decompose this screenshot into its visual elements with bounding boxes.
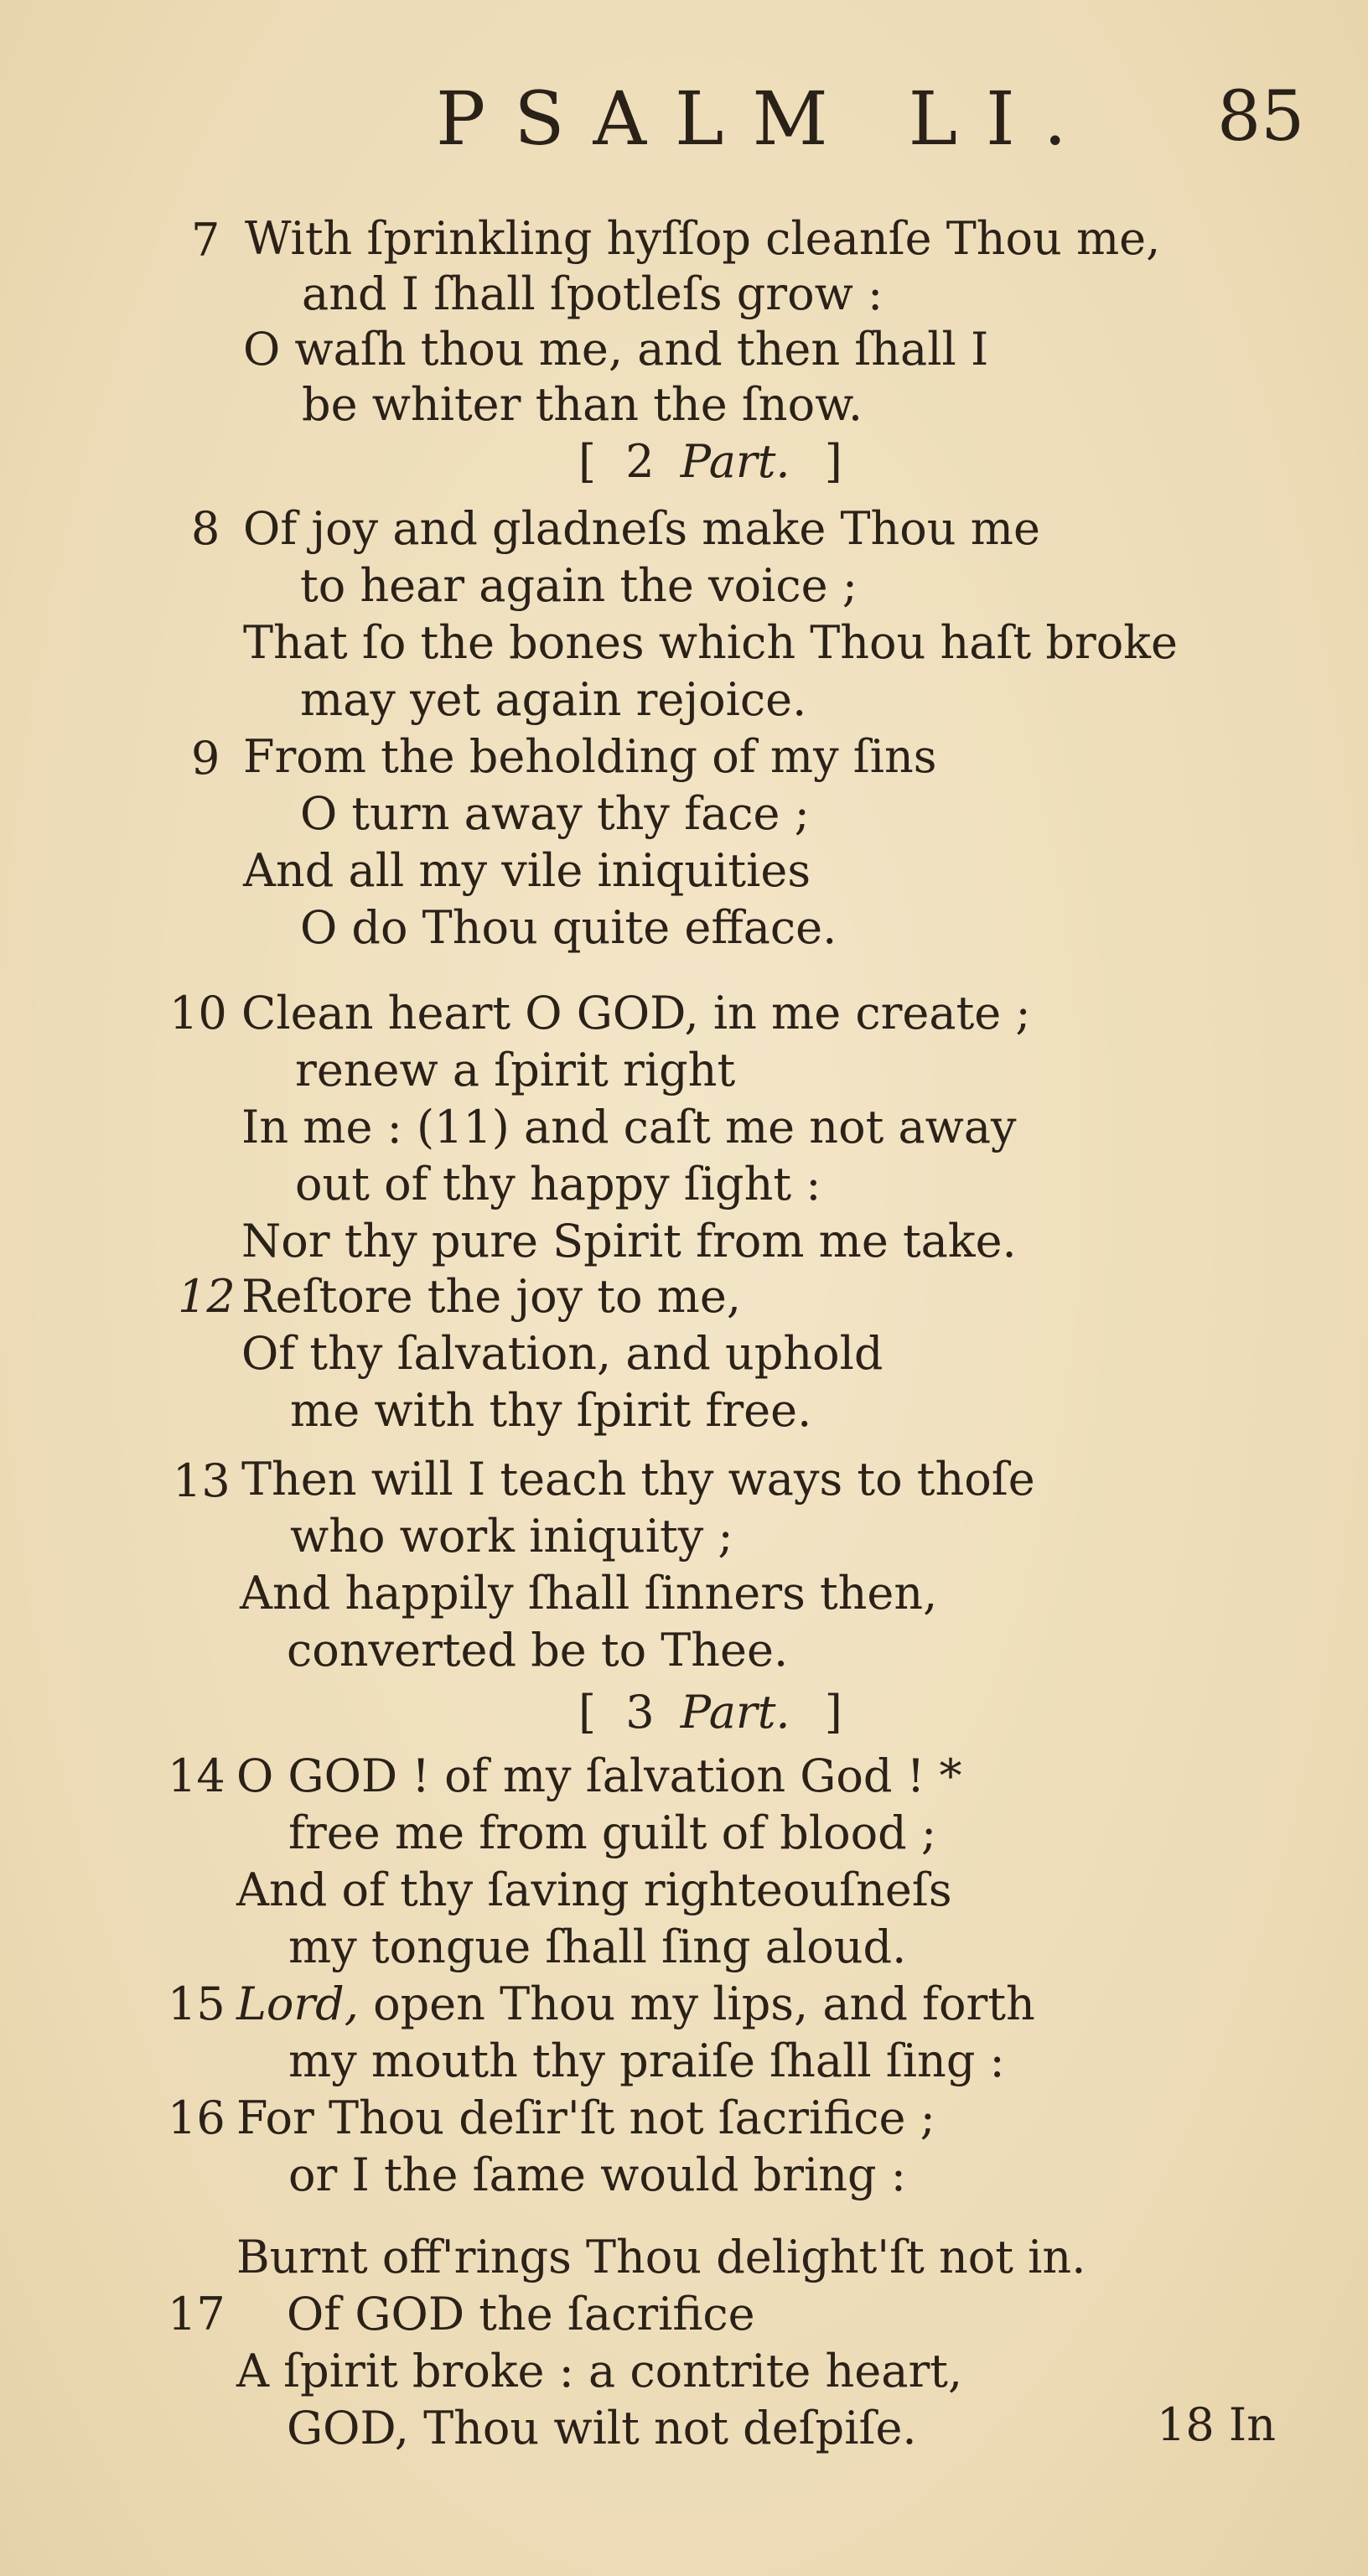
verse-number: 16 xyxy=(168,2091,225,2144)
verse-line: my mouth thy praiſe ſhall ſing : xyxy=(288,2034,1005,2087)
verse-line: O turn away thy face ; xyxy=(300,787,810,840)
part-bracket-open: [ xyxy=(578,1686,597,1739)
verse-line: or I the ſame would bring : xyxy=(288,2148,906,2201)
verse-line: who work iniquity ; xyxy=(290,1510,733,1563)
catchword: 18 In xyxy=(1157,2398,1276,2451)
part-heading xyxy=(578,1685,842,1740)
part-heading xyxy=(578,434,842,490)
verse-line: Of thy ſalvation, and uphold xyxy=(241,1327,884,1380)
verse-line: free me from guilt of blood ; xyxy=(288,1806,937,1859)
verse-line xyxy=(236,1977,1035,2032)
verse-line: With ſprinkling hyſſop cleanſe Thou me, xyxy=(245,212,1161,265)
verse-line: From the beholding of my ſins xyxy=(243,730,937,783)
verse-line: to hear again the voice ; xyxy=(300,559,858,612)
verse-line: Then will I teach thy ways to thoſe xyxy=(241,1453,1035,1506)
part-label: Part. xyxy=(680,435,790,488)
verse-number: 17 xyxy=(168,2288,225,2340)
verse-line: That ſo the bones which Thou haſt broke xyxy=(243,616,1178,669)
verse-line: Of joy and gladneſs make Thou me xyxy=(243,502,1040,555)
verse-line: For Thou deſir'ſt not ſacrifice ; xyxy=(236,2091,935,2144)
part-number: 2 xyxy=(625,435,655,488)
page-title: PSALM LI. xyxy=(436,75,1096,162)
verse-line: In me : (11) and caſt me not away xyxy=(241,1101,1017,1153)
verse-number: 12 xyxy=(178,1270,236,1323)
verse-line: A ſpirit broke : a contrite heart, xyxy=(236,2345,963,2397)
verse-line: Burnt off'rings Thou delight'ſt not in. xyxy=(236,2231,1086,2283)
verse-line: Nor thy pure Spirit from me take. xyxy=(241,1215,1017,1267)
part-bracket-close: ] xyxy=(824,1686,842,1739)
verse-line: O do Thou quite efface. xyxy=(300,901,837,954)
page-number: 85 xyxy=(1217,77,1305,157)
verse-line: be whiter than the ſnow. xyxy=(302,378,863,431)
verse-line: And all my vile iniquities xyxy=(243,844,811,897)
verse-number: 9 xyxy=(191,732,220,785)
verse-line: And of thy ſaving righteouſneſs xyxy=(236,1863,952,1916)
verse-number: 14 xyxy=(168,1749,225,1802)
verse-line: O GOD ! of my ſalvation God ! * xyxy=(236,1749,962,1802)
part-number: 3 xyxy=(625,1686,655,1739)
verse-line: out of thy happy ſight : xyxy=(295,1158,821,1210)
part-label: Part. xyxy=(680,1686,790,1739)
lord-word: Lord, xyxy=(236,1977,359,2030)
verse-line: converted be to Thee. xyxy=(287,1624,789,1677)
verse-line: And happily ſhall ſinners then, xyxy=(240,1567,938,1620)
verse-number: 8 xyxy=(191,502,220,555)
verse-line: Clean heart O GOD, in me create ; xyxy=(241,987,1031,1039)
verse-line: O waſh thou me, and then ſhall I xyxy=(243,323,989,376)
verse-line: GOD, Thou wilt not deſpiſe. xyxy=(287,2402,917,2454)
verse-number: 10 xyxy=(169,987,227,1039)
verse-number: 7 xyxy=(191,214,220,267)
verse-number: 15 xyxy=(168,1977,225,2030)
part-bracket-open: [ xyxy=(578,435,597,488)
part-bracket-close: ] xyxy=(824,435,842,488)
verse-line-rest: open Thou my lips, and forth xyxy=(358,1977,1035,2030)
verse-line: and I ſhall ſpotleſs grow : xyxy=(302,267,884,320)
verse-line: my tongue ſhall ſing aloud. xyxy=(288,1920,907,1973)
verse-number: 13 xyxy=(173,1454,231,1507)
verse-line: Reſtore the joy to me, xyxy=(241,1270,741,1323)
verse-line: may yet again rejoice. xyxy=(300,673,807,726)
verse-line: renew a ſpirit right xyxy=(295,1044,736,1096)
verse-line: me with thy ſpirit free. xyxy=(290,1384,812,1437)
verse-line: Of GOD the ſacrifice xyxy=(287,2288,755,2340)
